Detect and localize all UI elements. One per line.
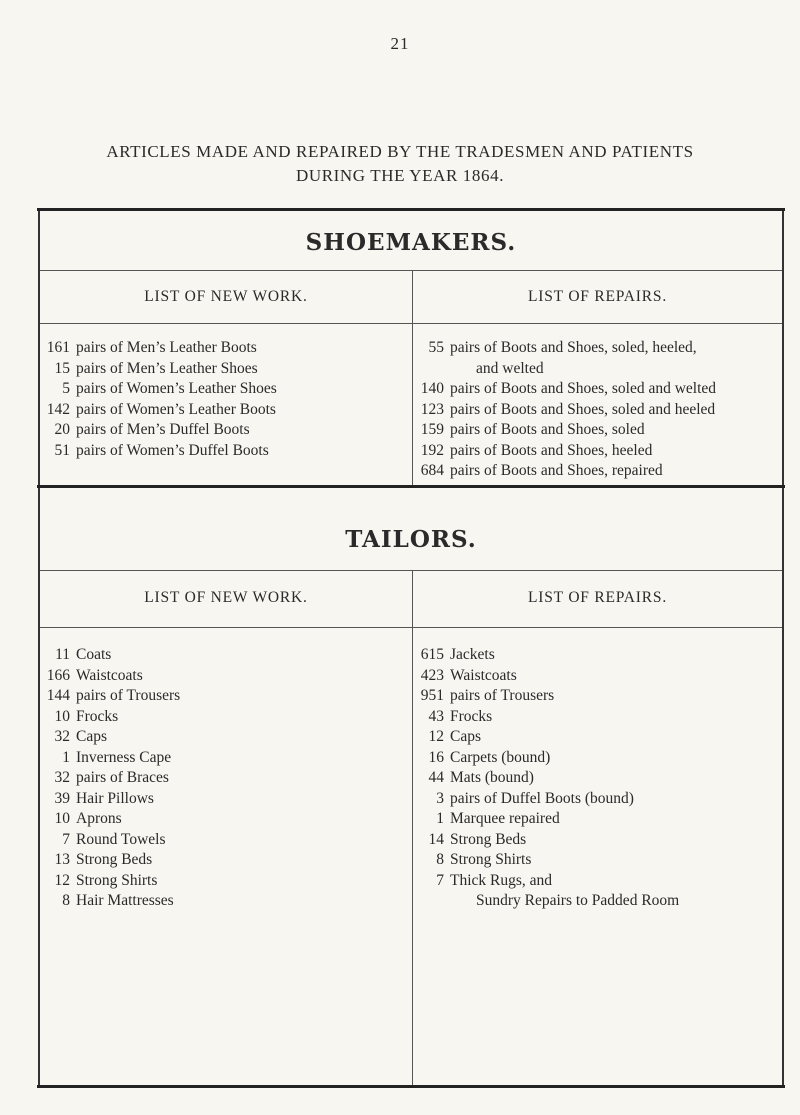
page-heading [20,140,780,188]
item-text: pairs of Men’s Duffel Boots [76,421,250,438]
list-item [418,400,716,421]
item-quantity: 615 [420,646,444,663]
list-item [44,891,180,912]
item-quantity: 159 [420,421,444,438]
item-quantity: 44 [428,769,444,786]
list-item [418,830,679,851]
item-quantity: 1 [62,748,70,766]
item-text: Strong Shirts [76,871,158,889]
item-quantity: 8 [62,892,70,909]
new-work-header: LIST OF NEW WORK. [144,589,308,606]
item-text: and welted [476,359,544,377]
item-quantity: 161 [46,339,70,356]
new-work-header: LIST OF NEW WORK. [144,288,308,305]
item-text: Jackets [450,646,495,663]
item-text: Round Towels [76,830,166,848]
repairs-header: LIST OF REPAIRS. [528,288,667,305]
item-text: Strong Shirts [450,851,532,868]
list-item [418,420,716,441]
item-text: pairs of Boots and Shoes, heeled [450,441,653,459]
header-divider [40,323,782,324]
item-text: pairs of Women’s Leather Shoes [76,380,277,397]
item-quantity: 15 [54,359,70,377]
item-text: Marquee repaired [450,810,560,827]
list-item [418,809,679,830]
tailors-title: TAILORS. [345,526,477,553]
list-item [44,666,180,687]
list-item [44,338,277,359]
item-quantity: 3 [436,789,444,807]
heading-line-2: DURING THE YEAR 1864. [295,166,505,185]
item-quantity: 423 [420,666,444,684]
item-quantity: 1 [436,810,444,827]
item-text: pairs of Men’s Leather Shoes [76,359,258,377]
item-text: Caps [450,728,481,745]
title-divider [40,570,782,571]
list-item [418,727,679,748]
item-quantity: 5 [62,380,70,397]
list-item [44,748,180,769]
list-item [44,359,277,380]
list-item [418,789,679,810]
item-text: pairs of Boots and Shoes, soled and heeled [450,400,716,418]
item-text: Mats (bound) [450,769,534,786]
item-text: pairs of Women’s Leather Boots [76,400,276,418]
item-text: Carpets (bound) [450,748,551,766]
section-bottom-rule [37,1085,785,1088]
list-item [44,850,180,871]
item-text: Inverness Cape [76,748,172,766]
shoemakers-repairs-list [418,338,716,482]
item-quantity: 11 [55,646,70,663]
item-text: Aprons [76,810,122,827]
item-quantity: 32 [54,728,70,745]
item-quantity: 13 [54,851,70,868]
list-item [418,461,716,482]
item-quantity: 10 [54,810,70,827]
list-item [418,891,679,912]
title-divider [40,270,782,271]
item-text: Sundry Repairs to Padded Room [476,892,680,909]
list-item [418,666,679,687]
item-text: pairs of Boots and Shoes, soled and welted [450,380,717,397]
header-divider [40,627,782,628]
item-quantity: 142 [46,400,70,418]
item-quantity: 55 [428,339,444,356]
item-quantity: 39 [54,789,70,807]
item-quantity: 951 [420,687,444,704]
list-item [418,338,716,359]
item-text: pairs of Boots and Shoes, repaired [450,462,663,479]
item-text: Caps [76,728,107,745]
tailors-new-work-list [44,645,180,912]
item-text: pairs of Boots and Shoes, soled, heeled, [450,339,697,356]
item-text: Frocks [76,707,119,725]
list-item [418,441,716,462]
item-text: Hair Mattresses [76,892,174,909]
item-quantity: 14 [428,830,444,848]
item-quantity: 51 [54,441,70,459]
list-item [44,789,180,810]
list-item [418,768,679,789]
page-number: 21 [390,34,410,53]
list-item [418,379,716,400]
item-quantity: 192 [420,441,444,459]
list-item [44,871,180,892]
item-quantity: 32 [54,769,70,786]
tailors-repairs-list [418,645,679,912]
item-quantity: 10 [54,707,70,725]
heading-line-1: ARTICLES MADE AND REPAIRED BY THE TRADESMEN AND PATIENTS [106,142,694,161]
list-item [418,707,679,728]
item-quantity: 7 [436,871,444,889]
shoemakers-section [38,208,784,488]
list-item [44,809,180,830]
item-quantity: 16 [428,748,444,766]
list-item [44,645,180,666]
item-quantity: 12 [428,728,444,745]
list-item [418,850,679,871]
item-text: pairs of Women’s Duffel Boots [76,441,269,459]
list-item [44,830,180,851]
item-text: Waistcoats [450,666,517,684]
list-item [44,727,180,748]
item-text: pairs of Trousers [450,687,555,704]
item-quantity: 7 [62,830,70,848]
item-quantity: 8 [436,851,444,868]
list-item [418,871,679,892]
item-text: pairs of Men’s Leather Boots [76,339,257,356]
item-quantity: 166 [46,666,70,684]
item-quantity: 20 [54,421,70,438]
column-divider [412,570,413,1085]
item-quantity: 140 [420,380,444,397]
item-text: Strong Beds [76,851,153,868]
repairs-header: LIST OF REPAIRS. [528,589,667,606]
item-text: Coats [76,646,112,663]
list-item [44,379,277,400]
section-top-rule [37,208,785,211]
list-item [44,707,180,728]
list-item [44,420,277,441]
shoemakers-new-work-list [44,338,277,461]
list-item [44,400,277,421]
list-item [418,359,716,380]
tailors-section [38,488,784,1088]
list-item [44,441,277,462]
item-text: Hair Pillows [76,789,154,807]
shoemakers-title: SHOEMAKERS. [305,229,517,256]
item-text: pairs of Boots and Shoes, soled [450,421,645,438]
list-item [418,645,679,666]
item-text: pairs of Duffel Boots (bound) [450,789,634,807]
list-item [418,686,679,707]
item-quantity: 684 [420,462,444,479]
item-text: Strong Beds [450,830,527,848]
list-item [44,686,180,707]
list-item [418,748,679,769]
item-text: pairs of Trousers [76,687,181,704]
item-text: Thick Rugs, and [450,871,553,889]
item-quantity: 123 [420,400,444,418]
item-quantity: 12 [54,871,70,889]
item-text: pairs of Braces [76,769,169,786]
item-text: Frocks [450,707,493,725]
list-item [44,768,180,789]
item-quantity: 144 [46,687,70,704]
item-text: Waistcoats [76,666,143,684]
item-quantity: 43 [428,707,444,725]
